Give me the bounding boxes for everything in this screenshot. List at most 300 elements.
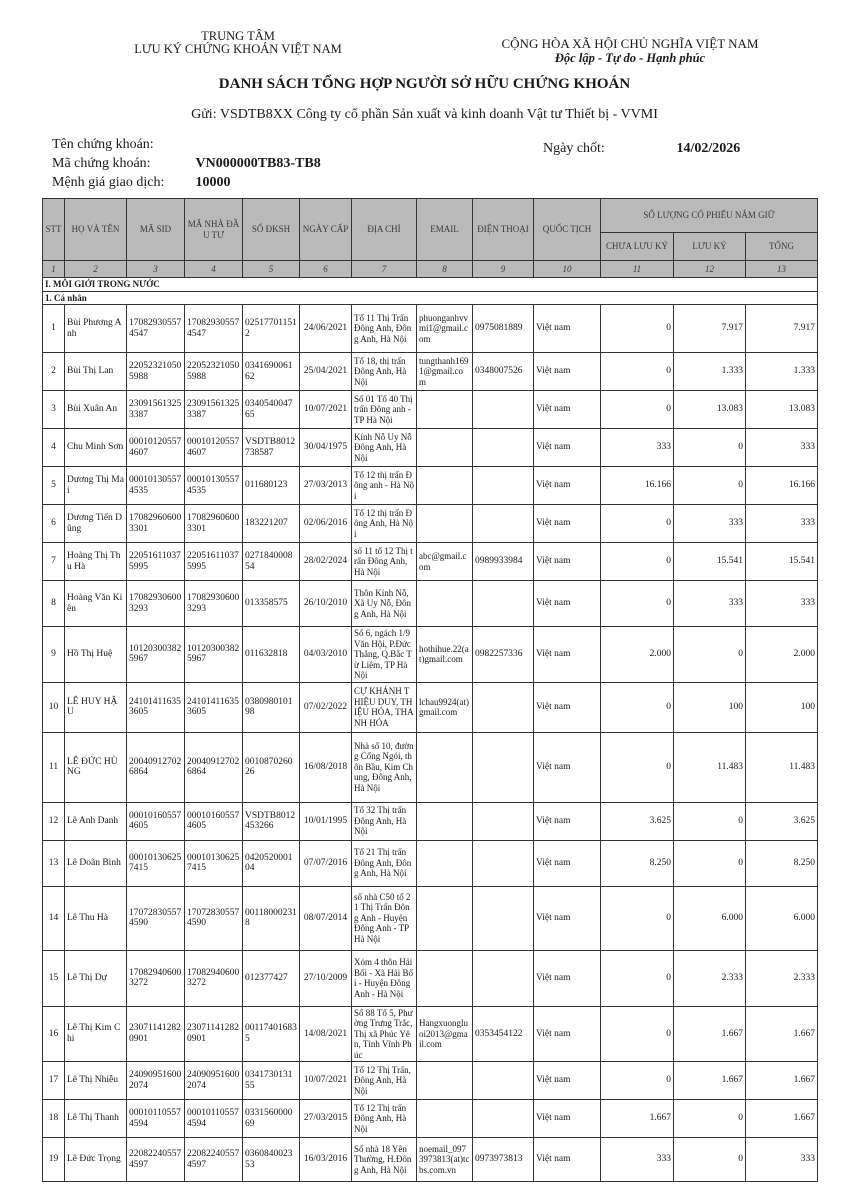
investor-code-cell: 240909516002074	[185, 1062, 243, 1100]
nationality-cell: Việt nam	[534, 505, 601, 543]
registration-number-cell: 034173013155	[243, 1062, 300, 1100]
issue-date-cell: 07/02/2022	[300, 682, 352, 732]
total-shares-cell: 1.667	[746, 1062, 818, 1100]
not-deposited-shares-cell: 0	[601, 391, 674, 429]
phone-cell	[473, 1100, 534, 1138]
registration-number-cell: VSDTB8012738587	[243, 429, 300, 467]
sid-cell: 170728305574590	[127, 886, 185, 950]
holder-name-cell: Lê Đức Trọng	[65, 1138, 127, 1182]
total-shares-cell: 6.000	[746, 886, 818, 950]
phone-cell	[473, 840, 534, 886]
email-cell	[417, 950, 473, 1006]
address-cell: Số nhà 18 Yên Thường, H.Đông Anh, Hà Nội	[352, 1138, 417, 1182]
subsection-row	[43, 291, 818, 305]
total-shares-cell: 333	[746, 429, 818, 467]
email-cell: phuonganhvvmi1@gmail.com	[417, 305, 473, 353]
issue-date-cell: 16/03/2016	[300, 1138, 352, 1182]
stt-cell: 2	[43, 353, 65, 391]
sid-cell: 000101305574535	[127, 467, 185, 505]
investor-code-cell: 170728305574590	[185, 886, 243, 950]
investor-code-cell: 220523210505988	[185, 353, 243, 391]
address-cell: Số 6, ngách 1/9 Văn Hội, P.Đức Thắng, Q.Bắc Từ Liêm, TP Hà Nội	[352, 627, 417, 683]
email-cell	[417, 505, 473, 543]
issue-date-cell: 26/10/2010	[300, 581, 352, 627]
sid-cell: 200409127026864	[127, 732, 185, 802]
stt-cell: 13	[43, 840, 65, 886]
stt-cell: 7	[43, 543, 65, 581]
investor-code-cell: 000101306257415	[185, 840, 243, 886]
email-cell	[417, 1100, 473, 1138]
phone-cell: 0975081889	[473, 305, 534, 353]
security-name-row	[52, 137, 172, 153]
total-shares-cell: 15.541	[746, 543, 818, 581]
sid-cell: 230915613253387	[127, 391, 185, 429]
registration-number-cell: 001087026026	[243, 732, 300, 802]
sid-cell: 170829606003301	[127, 505, 185, 543]
holder-name-cell: LÊ ĐỨC HÙNG	[65, 732, 127, 802]
deposited-shares-cell: 333	[674, 581, 746, 627]
issue-date-cell: 02/06/2016	[300, 505, 352, 543]
sid-cell: 000101105574594	[127, 1100, 185, 1138]
sid-cell: 241014116353605	[127, 682, 185, 732]
deposited-shares-cell: 2.333	[674, 950, 746, 1006]
col-nationality: QUỐC TỊCH	[534, 199, 601, 261]
org-line-1: TRUNG TÂM	[201, 29, 275, 43]
holder-name-cell: Lê Thị Nhiễu	[65, 1062, 127, 1100]
address-cell: Xóm 4 thôn Hải Bối - Xã Hải Bối - Huyện Đông Anh - Hà Nội	[352, 950, 417, 1006]
total-shares-cell: 2.000	[746, 627, 818, 683]
col-group-shares: SỐ LƯỢNG CỔ PHIẾU NẮM GIỮ	[601, 199, 818, 233]
par-value-row	[52, 175, 231, 191]
table-row	[43, 353, 818, 391]
not-deposited-shares-cell: 0	[601, 1062, 674, 1100]
investor-code-cell: 170829606003301	[185, 505, 243, 543]
investor-code-cell: 000101305574535	[185, 467, 243, 505]
address-cell: số 11 tổ 12 Thị trấn Đông Anh, Hà Nội	[352, 543, 417, 581]
sid-cell: 230711412820901	[127, 1006, 185, 1062]
table-row	[43, 1100, 818, 1138]
issue-date-cell: 10/07/2021	[300, 1062, 352, 1100]
sid-cell: 220822405574597	[127, 1138, 185, 1182]
col-not-deposited: CHƯA LƯU KÝ	[601, 233, 674, 261]
col-number: 9	[473, 261, 534, 278]
deposited-shares-cell: 0	[674, 1138, 746, 1182]
email-cell: tungthanh1691@gmail.com	[417, 353, 473, 391]
table-row	[43, 802, 818, 840]
investor-code-cell: 101203003825967	[185, 627, 243, 683]
registration-number-cell: 027184000854	[243, 543, 300, 581]
par-value-label: Mệnh giá giao dịch:	[52, 175, 165, 190]
not-deposited-shares-cell: 0	[601, 543, 674, 581]
nationality-cell: Việt nam	[534, 305, 601, 353]
holder-name-cell: Lê Doãn Bình	[65, 840, 127, 886]
deposited-shares-cell: 6.000	[674, 886, 746, 950]
phone-cell	[473, 581, 534, 627]
phone-cell	[473, 802, 534, 840]
holder-name-cell: Lê Thị Dự	[65, 950, 127, 1006]
table-row	[43, 305, 818, 353]
investor-code-cell: 220516110375995	[185, 543, 243, 581]
table-row	[43, 1006, 818, 1062]
email-cell: abc@gmail.com	[417, 543, 473, 581]
total-shares-cell: 1.333	[746, 353, 818, 391]
security-code-label: Mã chứng khoán:	[52, 156, 151, 171]
total-shares-cell: 333	[746, 1138, 818, 1182]
phone-cell: 0989933984	[473, 543, 534, 581]
deposited-shares-cell: 0	[674, 840, 746, 886]
nation-name: CỘNG HÒA XÃ HỘI CHỦ NGHĨA VIỆT NAM	[501, 36, 759, 51]
email-cell	[417, 467, 473, 505]
not-deposited-shares-cell: 2.000	[601, 627, 674, 683]
shareholder-table	[42, 198, 818, 1182]
address-cell: Số 88 Tổ 5, Phường Trưng Trắc, Thị xã Phúc Yên, Tỉnh Vĩnh Phúc	[352, 1006, 417, 1062]
address-cell: Thôn Kính Nỗ, Xã Uy Nỗ, Đông Anh, Hà Nội	[352, 581, 417, 627]
stt-cell: 10	[43, 682, 65, 732]
address-cell: số nhà C50 tổ 21 Thị Trấn Đông Anh - Huyện Đông Anh - TP Hà Nội	[352, 886, 417, 950]
nationality-cell: Việt nam	[534, 627, 601, 683]
not-deposited-shares-cell: 0	[601, 1006, 674, 1062]
holder-name-cell: Lê Thu Hà	[65, 886, 127, 950]
stt-cell: 8	[43, 581, 65, 627]
deposited-shares-cell: 0	[674, 627, 746, 683]
table-row	[43, 467, 818, 505]
address-cell: Tổ 12 thị trấn Đông Anh, Hà Nội	[352, 505, 417, 543]
issue-date-cell: 27/10/2009	[300, 950, 352, 1006]
registration-number-cell: 012377427	[243, 950, 300, 1006]
total-shares-cell: 333	[746, 505, 818, 543]
table-row	[43, 1138, 818, 1182]
phone-cell	[473, 505, 534, 543]
sid-cell: 240909516002074	[127, 1062, 185, 1100]
nationality-cell: Việt nam	[534, 802, 601, 840]
not-deposited-shares-cell: 0	[601, 353, 674, 391]
address-cell: CỰ KHÁNH THIỆU DUY, THIỆU HÓA, THANH HÓA	[352, 682, 417, 732]
deposited-shares-cell: 100	[674, 682, 746, 732]
security-name-label: Tên chứng khoán:	[52, 137, 154, 152]
col-address: ĐỊA CHỈ	[352, 199, 417, 261]
email-cell	[417, 1062, 473, 1100]
sid-cell: 170829305574547	[127, 305, 185, 353]
address-cell: Kính Nỗ Uy Nỗ Đông Anh, Hà Nội	[352, 429, 417, 467]
col-name: HỌ VÀ TÊN	[65, 199, 127, 261]
address-cell: Nhà số 10, đường Cổng Ngói, thôn Bầu, Kim Chung, Đông Anh, Hà Nội	[352, 732, 417, 802]
issue-date-cell: 28/02/2024	[300, 543, 352, 581]
nationality-cell: Việt nam	[534, 1138, 601, 1182]
nation-motto: Độc lập - Tự do - Hạnh phúc	[554, 51, 706, 65]
stt-cell: 4	[43, 429, 65, 467]
stt-cell: 16	[43, 1006, 65, 1062]
not-deposited-shares-cell: 0	[601, 886, 674, 950]
col-number: 8	[417, 261, 473, 278]
nationality-cell: Việt nam	[534, 467, 601, 505]
investor-code-cell: 000101605574605	[185, 802, 243, 840]
par-value-value: 10000	[195, 175, 231, 190]
deposited-shares-cell: 0	[674, 429, 746, 467]
total-shares-cell: 3.625	[746, 802, 818, 840]
deposited-shares-cell: 1.333	[674, 353, 746, 391]
table-row	[43, 627, 818, 683]
header-row-top	[43, 199, 818, 233]
table-row	[43, 581, 818, 627]
issuer-header	[108, 30, 368, 56]
total-shares-cell: 2.333	[746, 950, 818, 1006]
deposited-shares-cell: 1.667	[674, 1062, 746, 1100]
issue-date-cell: 04/03/2010	[300, 627, 352, 683]
phone-cell	[473, 429, 534, 467]
stt-cell: 11	[43, 732, 65, 802]
total-shares-cell: 16.166	[746, 467, 818, 505]
issue-date-cell: 30/04/1975	[300, 429, 352, 467]
investor-code-cell: 230915613253387	[185, 391, 243, 429]
col-number: 4	[185, 261, 243, 278]
deposited-shares-cell: 11.483	[674, 732, 746, 802]
col-deposited: LƯU KÝ	[674, 233, 746, 261]
total-shares-cell: 8.250	[746, 840, 818, 886]
total-shares-cell: 7.917	[746, 305, 818, 353]
email-cell	[417, 581, 473, 627]
phone-cell	[473, 886, 534, 950]
col-stt: STT	[43, 199, 65, 261]
issue-date-cell: 27/03/2013	[300, 467, 352, 505]
deposited-shares-cell: 0	[674, 802, 746, 840]
not-deposited-shares-cell: 333	[601, 429, 674, 467]
investor-code-cell: 170829305574547	[185, 305, 243, 353]
investor-code-cell: 000101105574594	[185, 1100, 243, 1138]
email-cell	[417, 802, 473, 840]
deposited-shares-cell: 7.917	[674, 305, 746, 353]
email-cell: Hangxuongluoi2013@gmail.com	[417, 1006, 473, 1062]
col-email: EMAIL	[417, 199, 473, 261]
total-shares-cell: 1.667	[746, 1100, 818, 1138]
stt-cell: 6	[43, 505, 65, 543]
nationality-cell: Việt nam	[534, 682, 601, 732]
document-title: DANH SÁCH TỔNG HỢP NGƯỜI SỞ HỮU CHỨNG KHOÁN	[218, 76, 631, 92]
holder-name-cell: LÊ HUY HẬU	[65, 682, 127, 732]
holder-name-cell: Hồ Thị Huệ	[65, 627, 127, 683]
email-cell	[417, 886, 473, 950]
stt-cell: 15	[43, 950, 65, 1006]
holder-name-cell: Lê Thị Kim Chi	[65, 1006, 127, 1062]
phone-cell: 0348007526	[473, 353, 534, 391]
phone-cell	[473, 1062, 534, 1100]
sid-cell: 000101306257415	[127, 840, 185, 886]
not-deposited-shares-cell: 1.667	[601, 1100, 674, 1138]
stt-cell: 9	[43, 627, 65, 683]
address-cell: Tổ 21 Thị trấn Đông Anh, Đông Anh, Hà Nội	[352, 840, 417, 886]
col-number: 13	[746, 261, 818, 278]
issue-date-cell: 16/08/2018	[300, 732, 352, 802]
col-phone: ĐIỆN THOẠI	[473, 199, 534, 261]
col-number: 12	[674, 261, 746, 278]
col-issue-date: NGÀY CẤP	[300, 199, 352, 261]
sid-cell: 000101605574605	[127, 802, 185, 840]
col-number: 3	[127, 261, 185, 278]
email-cell: lchau9924(at)gmail.com	[417, 682, 473, 732]
phone-cell: 0973973813	[473, 1138, 534, 1182]
nationality-cell: Việt nam	[534, 581, 601, 627]
deposited-shares-cell: 1.667	[674, 1006, 746, 1062]
registration-number-cell: 036084002353	[243, 1138, 300, 1182]
not-deposited-shares-cell: 333	[601, 1138, 674, 1182]
column-number-row	[43, 261, 818, 278]
email-cell	[417, 732, 473, 802]
investor-code-cell: 230711412820901	[185, 1006, 243, 1062]
sid-cell: 170829406003272	[127, 950, 185, 1006]
registration-number-cell: 042052000104	[243, 840, 300, 886]
record-date-row	[543, 141, 740, 157]
nationality-cell: Việt nam	[534, 1006, 601, 1062]
table-row	[43, 391, 818, 429]
email-cell	[417, 429, 473, 467]
col-reg-no: SỐ ĐKSH	[243, 199, 300, 261]
registration-number-cell: 183221207	[243, 505, 300, 543]
org-line-2: LƯU KÝ CHỨNG KHOÁN VIỆT NAM	[134, 42, 342, 56]
issue-date-cell: 10/07/2021	[300, 391, 352, 429]
not-deposited-shares-cell: 16.166	[601, 467, 674, 505]
table-row	[43, 1062, 818, 1100]
nationality-cell: Việt nam	[534, 353, 601, 391]
security-code-value: VN000000TB83-TB8	[195, 156, 321, 171]
registration-number-cell: 011680123	[243, 467, 300, 505]
not-deposited-shares-cell: 0	[601, 950, 674, 1006]
not-deposited-shares-cell: 3.625	[601, 802, 674, 840]
stt-cell: 18	[43, 1100, 65, 1138]
stt-cell: 1	[43, 305, 65, 353]
issue-date-cell: 08/07/2014	[300, 886, 352, 950]
table-row	[43, 840, 818, 886]
address-cell: Tổ 12 Thị Trấn, Đông Anh, Hà Nội	[352, 1062, 417, 1100]
issue-date-cell: 24/06/2021	[300, 305, 352, 353]
holder-name-cell: Lê Anh Danh	[65, 802, 127, 840]
registration-number-cell: 011632818	[243, 627, 300, 683]
nationality-cell: Việt nam	[534, 391, 601, 429]
email-cell: noemail_0973973813(at)tcbs.com.vn	[417, 1138, 473, 1182]
nationality-cell: Việt nam	[534, 732, 601, 802]
not-deposited-shares-cell: 0	[601, 305, 674, 353]
holder-name-cell: Hoàng Thị Thu Hà	[65, 543, 127, 581]
issue-date-cell: 07/07/2016	[300, 840, 352, 886]
holder-name-cell: Hoàng Văn Kiên	[65, 581, 127, 627]
stt-cell: 5	[43, 467, 65, 505]
phone-cell: 0353454122	[473, 1006, 534, 1062]
phone-cell: 0982257336	[473, 627, 534, 683]
registration-number-cell: 033156000069	[243, 1100, 300, 1138]
stt-cell: 17	[43, 1062, 65, 1100]
holder-name-cell: Bùi Thị Lan	[65, 353, 127, 391]
email-cell	[417, 840, 473, 886]
registration-number-cell: 001180002318	[243, 886, 300, 950]
issue-date-cell: 10/01/1995	[300, 802, 352, 840]
address-cell: Tổ 32 Thị trấn Đông Anh, Hà Nội	[352, 802, 417, 840]
sid-cell: 101203003825967	[127, 627, 185, 683]
col-number: 2	[65, 261, 127, 278]
not-deposited-shares-cell: 0	[601, 732, 674, 802]
nationality-cell: Việt nam	[534, 429, 601, 467]
table-row	[43, 886, 818, 950]
nation-header	[470, 36, 790, 66]
not-deposited-shares-cell: 0	[601, 581, 674, 627]
holder-name-cell: Bùi Xuân An	[65, 391, 127, 429]
holder-name-cell: Dương Tiến Dũng	[65, 505, 127, 543]
issue-date-cell: 27/03/2015	[300, 1100, 352, 1138]
col-number: 7	[352, 261, 417, 278]
address-cell: Số 01 Tổ 40 Thị trấn Đông anh - TP Hà Nội	[352, 391, 417, 429]
nationality-cell: Việt nam	[534, 543, 601, 581]
sid-cell: 220516110375995	[127, 543, 185, 581]
investor-code-cell: 200409127026864	[185, 732, 243, 802]
holder-name-cell: Bùi Phương Anh	[65, 305, 127, 353]
subsection-title: 1. Cá nhân	[43, 291, 818, 305]
registration-number-cell: VSDTB8012453266	[243, 802, 300, 840]
deposited-shares-cell: 0	[674, 1100, 746, 1138]
stt-cell: 19	[43, 1138, 65, 1182]
registration-number-cell: 013358575	[243, 581, 300, 627]
issue-date-cell: 14/08/2021	[300, 1006, 352, 1062]
address-cell: Tổ 18, thị trấn Đông Anh, Hà Nội	[352, 353, 417, 391]
sid-cell: 000101205574607	[127, 429, 185, 467]
col-investor-code: MÃ NHÀ ĐẦU TƯ	[185, 199, 243, 261]
holder-name-cell: Lê Thị Thanh	[65, 1100, 127, 1138]
total-shares-cell: 13.083	[746, 391, 818, 429]
registration-number-cell: 025177011512	[243, 305, 300, 353]
registration-number-cell: 001174016835	[243, 1006, 300, 1062]
table-row	[43, 505, 818, 543]
table-row	[43, 682, 818, 732]
col-total: TỔNG	[746, 233, 818, 261]
sid-cell: 170829306003293	[127, 581, 185, 627]
investor-code-cell: 241014116353605	[185, 682, 243, 732]
not-deposited-shares-cell: 8.250	[601, 840, 674, 886]
investor-code-cell: 170829406003272	[185, 950, 243, 1006]
total-shares-cell: 11.483	[746, 732, 818, 802]
nationality-cell: Việt nam	[534, 840, 601, 886]
investor-code-cell: 170829306003293	[185, 581, 243, 627]
deposited-shares-cell: 15.541	[674, 543, 746, 581]
phone-cell	[473, 732, 534, 802]
security-code-row	[52, 156, 321, 172]
sid-cell: 220523210505988	[127, 353, 185, 391]
col-number: 10	[534, 261, 601, 278]
address-cell: Tổ 12 thị trấn Đông anh - Hà Nội	[352, 467, 417, 505]
holder-name-cell: Chu Minh Sơn	[65, 429, 127, 467]
nationality-cell: Việt nam	[534, 886, 601, 950]
col-number: 1	[43, 261, 65, 278]
total-shares-cell: 1.667	[746, 1006, 818, 1062]
col-number: 11	[601, 261, 674, 278]
stt-cell: 12	[43, 802, 65, 840]
address-cell: Tổ 12 Thị trấn Đông Anh, Hà Nội	[352, 1100, 417, 1138]
table-row	[43, 732, 818, 802]
stt-cell: 14	[43, 886, 65, 950]
holder-name-cell: Dương Thị Mai	[65, 467, 127, 505]
address-cell: Tổ 11 Thị Trấn Đông Anh, Đông Anh, Hà Nội	[352, 305, 417, 353]
nationality-cell: Việt nam	[534, 1100, 601, 1138]
investor-code-cell: 000101205574607	[185, 429, 243, 467]
table-row	[43, 429, 818, 467]
section-row	[43, 278, 818, 292]
nationality-cell: Việt nam	[534, 1062, 601, 1100]
nationality-cell: Việt nam	[534, 950, 601, 1006]
not-deposited-shares-cell: 0	[601, 505, 674, 543]
col-sid: MÃ SID	[127, 199, 185, 261]
col-number: 6	[300, 261, 352, 278]
issue-date-cell: 25/04/2021	[300, 353, 352, 391]
phone-cell	[473, 391, 534, 429]
record-date-value: 14/02/2026	[676, 141, 741, 156]
investor-code-cell: 220822405574597	[185, 1138, 243, 1182]
total-shares-cell: 100	[746, 682, 818, 732]
total-shares-cell: 333	[746, 581, 818, 627]
